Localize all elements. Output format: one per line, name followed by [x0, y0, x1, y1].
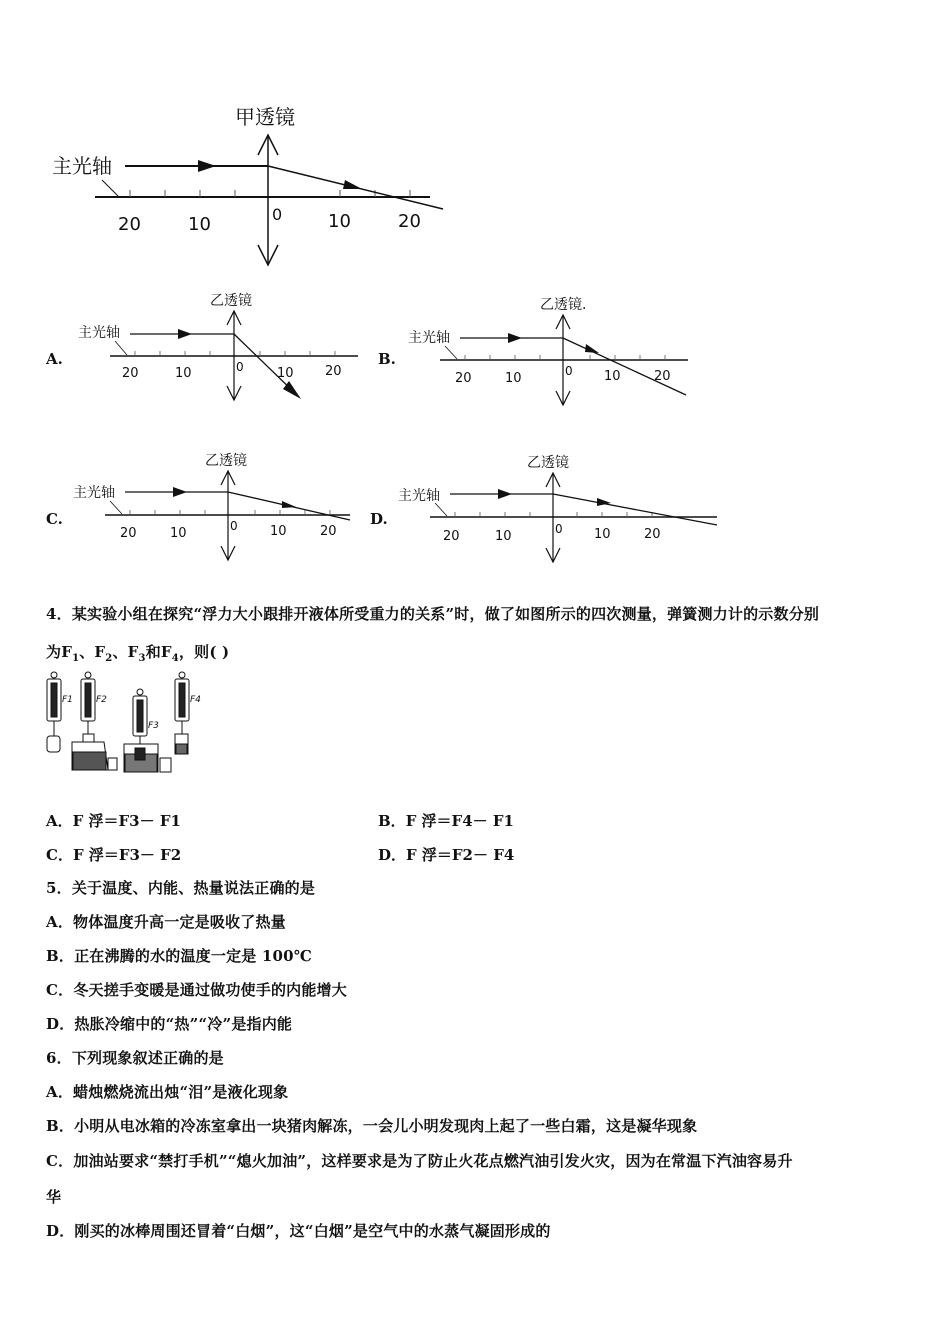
lens-option-a-figure[interactable] — [75, 285, 375, 410]
top-lens-figure — [40, 100, 460, 270]
tick-label: 20 — [320, 524, 337, 539]
q4-stem-line1: 4．某实验小组在探究“浮力大小跟排开液体所受重力的关系”时，做了如图所示的四次测量，弹簧测力计的示数分别 — [46, 605, 820, 623]
f1-label: F1 — [62, 695, 73, 705]
q6-option-b[interactable]: B．小明从电冰箱的冷冻室拿出一块猪肉解冻，一会儿小明发现肉上起了一些白霜，这是凝华现象 — [46, 1117, 698, 1135]
lens-label: 乙透镜 — [210, 293, 252, 309]
q6-option-d[interactable]: D．刚买的冰棒周围还冒着“白烟”，这“白烟”是空气中的水蒸气凝固形成的 — [46, 1222, 551, 1240]
q6-option-a[interactable]: A．蜡烛燃烧流出烛“泪”是液化现象 — [46, 1083, 289, 1101]
q5-option-c[interactable]: C．冬天搓手变暖是通过做功使手的内能增大 — [46, 981, 347, 999]
q5-option-a[interactable]: A．物体温度升高一定是吸收了热量 — [46, 913, 286, 931]
lens-option-d-figure[interactable] — [395, 445, 725, 570]
f2-label: F2 — [96, 695, 107, 705]
q6-option-c-continued: 华 — [46, 1188, 62, 1206]
top-tick-label: 0 — [272, 205, 283, 224]
q5-stem: 5．关于温度、内能、热量说法正确的是 — [46, 879, 316, 897]
lens-label: 乙透镜 — [205, 453, 247, 469]
q5-option-d[interactable]: D．热胀冷缩中的“热”“冷”是指内能 — [46, 1015, 293, 1033]
tick-label: 20 — [325, 364, 342, 379]
tick-label: 20 — [120, 526, 137, 541]
tick-label: 0 — [555, 522, 563, 536]
f3-label: F3 — [148, 721, 159, 731]
q4-option-b[interactable]: B．F 浮＝F4－ F1 — [378, 812, 514, 830]
q4-option-c[interactable]: C．F 浮＝F3－ F2 — [46, 846, 182, 864]
tick-label: 10 — [270, 524, 287, 539]
top-axis-label: 主光轴 — [52, 154, 112, 178]
tick-label: 20 — [644, 527, 661, 542]
q4-stem-line2: 为$F_1$、$F_2$、$F_3$和$F_4$，则( ) — [46, 643, 230, 664]
q6-stem: 6．下列现象叙述正确的是 — [46, 1049, 224, 1067]
tick-label: 20 — [443, 529, 460, 544]
tick-label: 0 — [565, 364, 573, 378]
axis-label: 主光轴 — [73, 485, 115, 501]
lens-label: 乙透镜. — [540, 297, 587, 313]
lens-label: 乙透镜 — [527, 455, 569, 471]
axis-label: 主光轴 — [408, 330, 450, 346]
lens-option-b-figure[interactable] — [400, 285, 700, 410]
lens-option-c-figure[interactable] — [70, 445, 370, 570]
q5-option-b[interactable]: B．正在沸腾的水的温度一定是 100℃ — [46, 947, 312, 965]
tick-label: 10 — [594, 527, 611, 542]
q6-option-c[interactable]: C．加油站要求“禁打手机”“熄火加油”，这样要求是为了防止火花点燃汽油引发火灾，因为在常温下汽油容易升 — [46, 1152, 793, 1170]
spring-scale-figure — [42, 670, 217, 780]
tick-label: 20 — [455, 371, 472, 386]
f4-label: F4 — [190, 695, 201, 705]
tick-label: 20 — [122, 366, 139, 381]
lens-option-letter: C. — [46, 510, 63, 528]
q4-option-d[interactable]: D．F 浮＝F2－ F4 — [378, 846, 515, 864]
tick-label: 10 — [175, 366, 192, 381]
tick-label: 10 — [604, 369, 621, 384]
tick-label: 20 — [654, 369, 671, 384]
tick-label: 10 — [170, 526, 187, 541]
tick-label: 0 — [236, 360, 244, 374]
top-tick-label: 10 — [328, 211, 351, 232]
lens-option-letter: B. — [378, 350, 396, 368]
axis-label: 主光轴 — [398, 488, 440, 504]
tick-label: 10 — [495, 529, 512, 544]
axis-label: 主光轴 — [78, 325, 120, 341]
top-lens-label: 甲透镜 — [235, 105, 295, 129]
lens-option-letter: D. — [370, 510, 388, 528]
top-tick-label: 20 — [398, 211, 421, 232]
q4-option-a[interactable]: A．F 浮＝F3－ F1 — [46, 812, 181, 830]
tick-label: 0 — [230, 519, 238, 533]
lens-option-letter: A. — [46, 350, 63, 368]
top-tick-label: 20 — [118, 214, 141, 235]
top-tick-label: 10 — [188, 214, 211, 235]
tick-label: 10 — [505, 371, 522, 386]
tick-label: 10 — [277, 366, 294, 381]
